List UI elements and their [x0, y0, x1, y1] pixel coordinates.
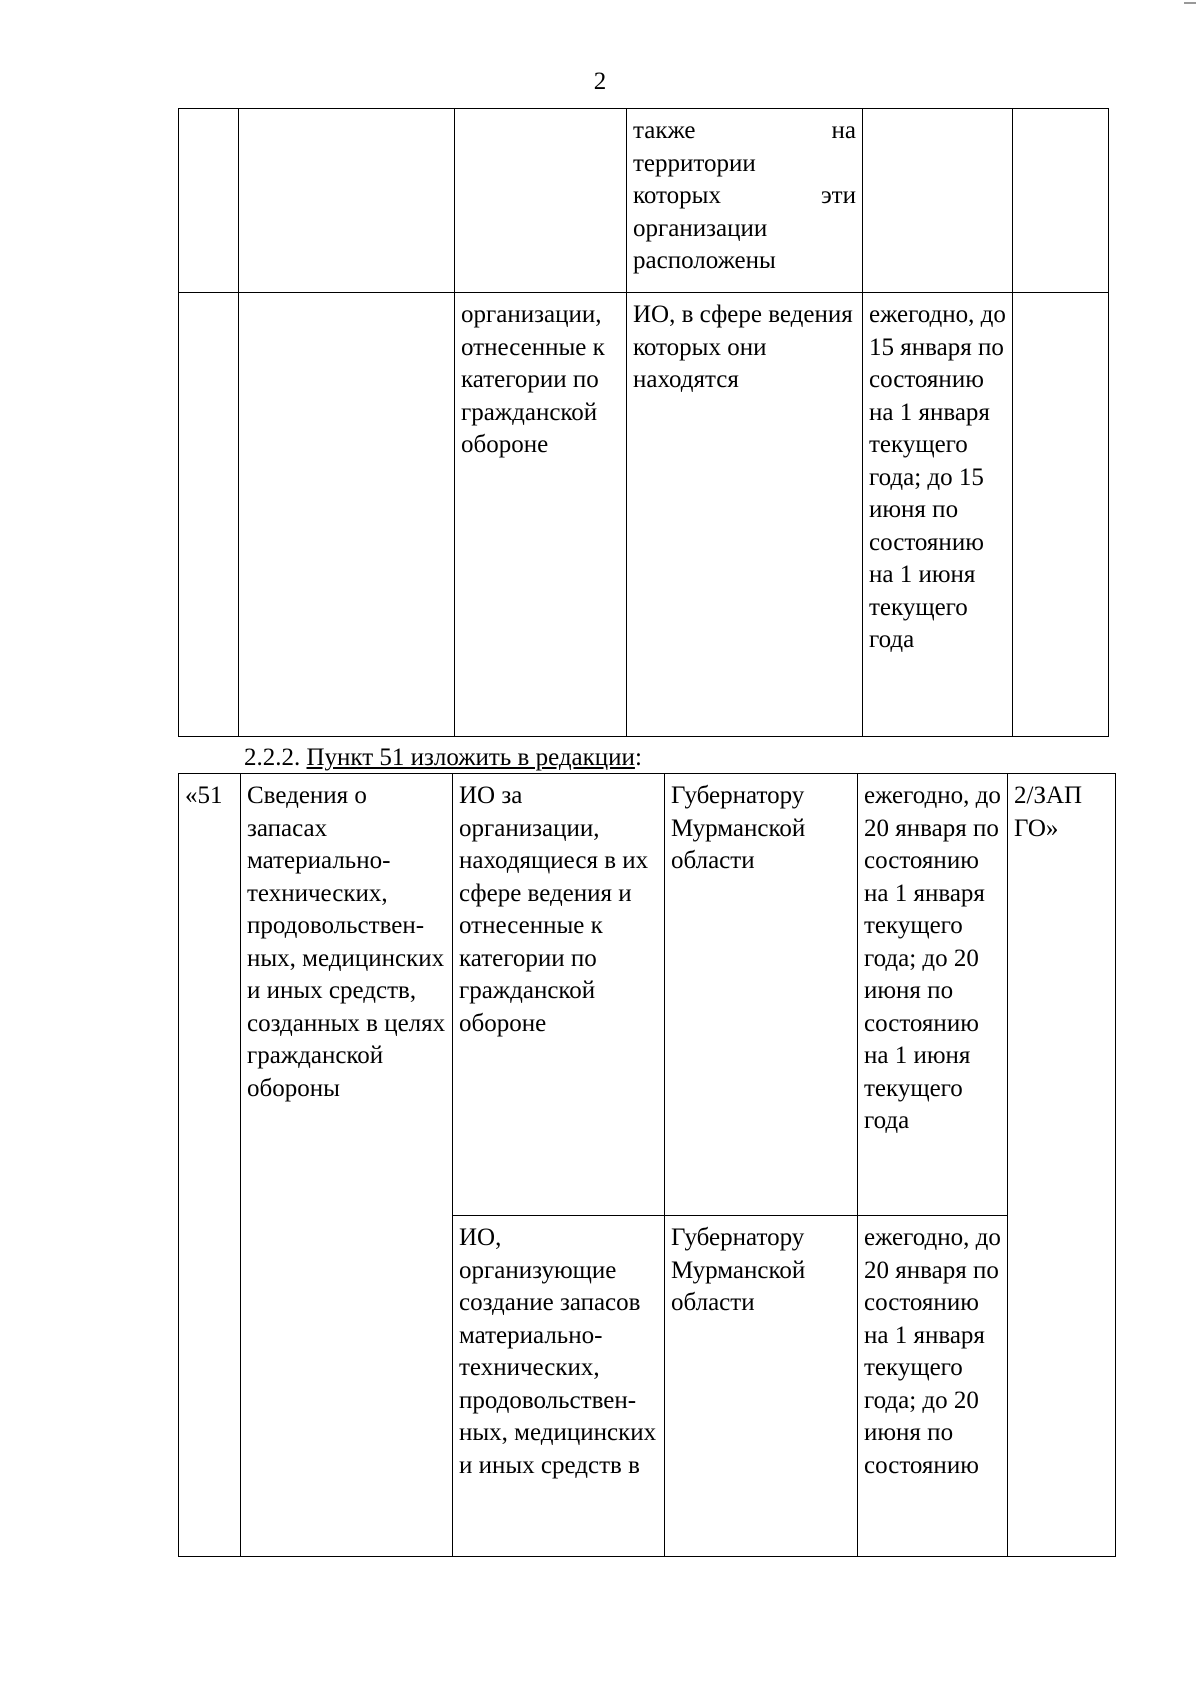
- cell-deadline: [863, 109, 1013, 293]
- cell-to-whom: [627, 109, 863, 293]
- cell-to-whom: Губернатору Мурманской области: [665, 774, 858, 1216]
- cell-to-whom: ИО, в сфере ведения которых они находятся: [627, 293, 863, 737]
- text-line: организации: [633, 214, 768, 242]
- scan-mark: [1184, 2, 1196, 4]
- text-line: расположены: [633, 247, 776, 274]
- cell-name: [239, 109, 455, 293]
- text-line: территории: [633, 149, 756, 177]
- cell-who: организации, отнесенные к категории по гражданской обороне: [455, 293, 627, 737]
- table-row: [179, 774, 1116, 1216]
- cell-who: [455, 109, 627, 293]
- cell-deadline: ежегодно, до 15 января по состоянию на 1 января текущего года; до 15 июня по состоянию на 1 июня текущего года: [863, 293, 1013, 737]
- page-number: 2: [593, 68, 607, 95]
- text-line: также на: [633, 117, 856, 144]
- cell-who: ИО за организации, находящиеся в их сфере ведения и отнесенные к категории по гражданской обороне: [453, 774, 665, 1216]
- table-row: [179, 293, 1109, 737]
- cell-who: ИО, организующие создание запасов материально-технических, продовольствен-ных, медицинских и иных средств в: [453, 1216, 665, 1557]
- cell-to-whom: Губернатору Мурманской области: [665, 1216, 858, 1557]
- cell-form: [1013, 293, 1109, 737]
- table-row: [179, 109, 1109, 293]
- cell-number: [179, 109, 239, 293]
- cell-number: [179, 293, 239, 737]
- cell-item-number: «51: [179, 774, 241, 1557]
- cell-form: 2/ЗАП ГО»: [1008, 774, 1116, 1557]
- cell-deadline: ежегодно, до 20 января по состоянию на 1 января текущего года; до 20 июня по состоянию на 1 июня текущего года: [858, 774, 1008, 1216]
- cell-item-name: Сведения о запасах материально-технических, продовольствен-ных, медицинских и иных средств, созданных в целях гражданской обороны: [241, 774, 453, 1557]
- cell-name: [239, 293, 455, 737]
- cell-deadline: ежегодно, до 20 января по состоянию на 1 января текущего года; до 20 июня по состоянию: [858, 1216, 1008, 1557]
- cell-form: [1013, 109, 1109, 293]
- continuation-table: [178, 108, 1109, 737]
- item-51-table: [178, 773, 1116, 1557]
- instruction-text: 2.2.2. Пункт 51 изложить в редакции:: [244, 744, 642, 771]
- text-line: которых эти: [633, 182, 856, 209]
